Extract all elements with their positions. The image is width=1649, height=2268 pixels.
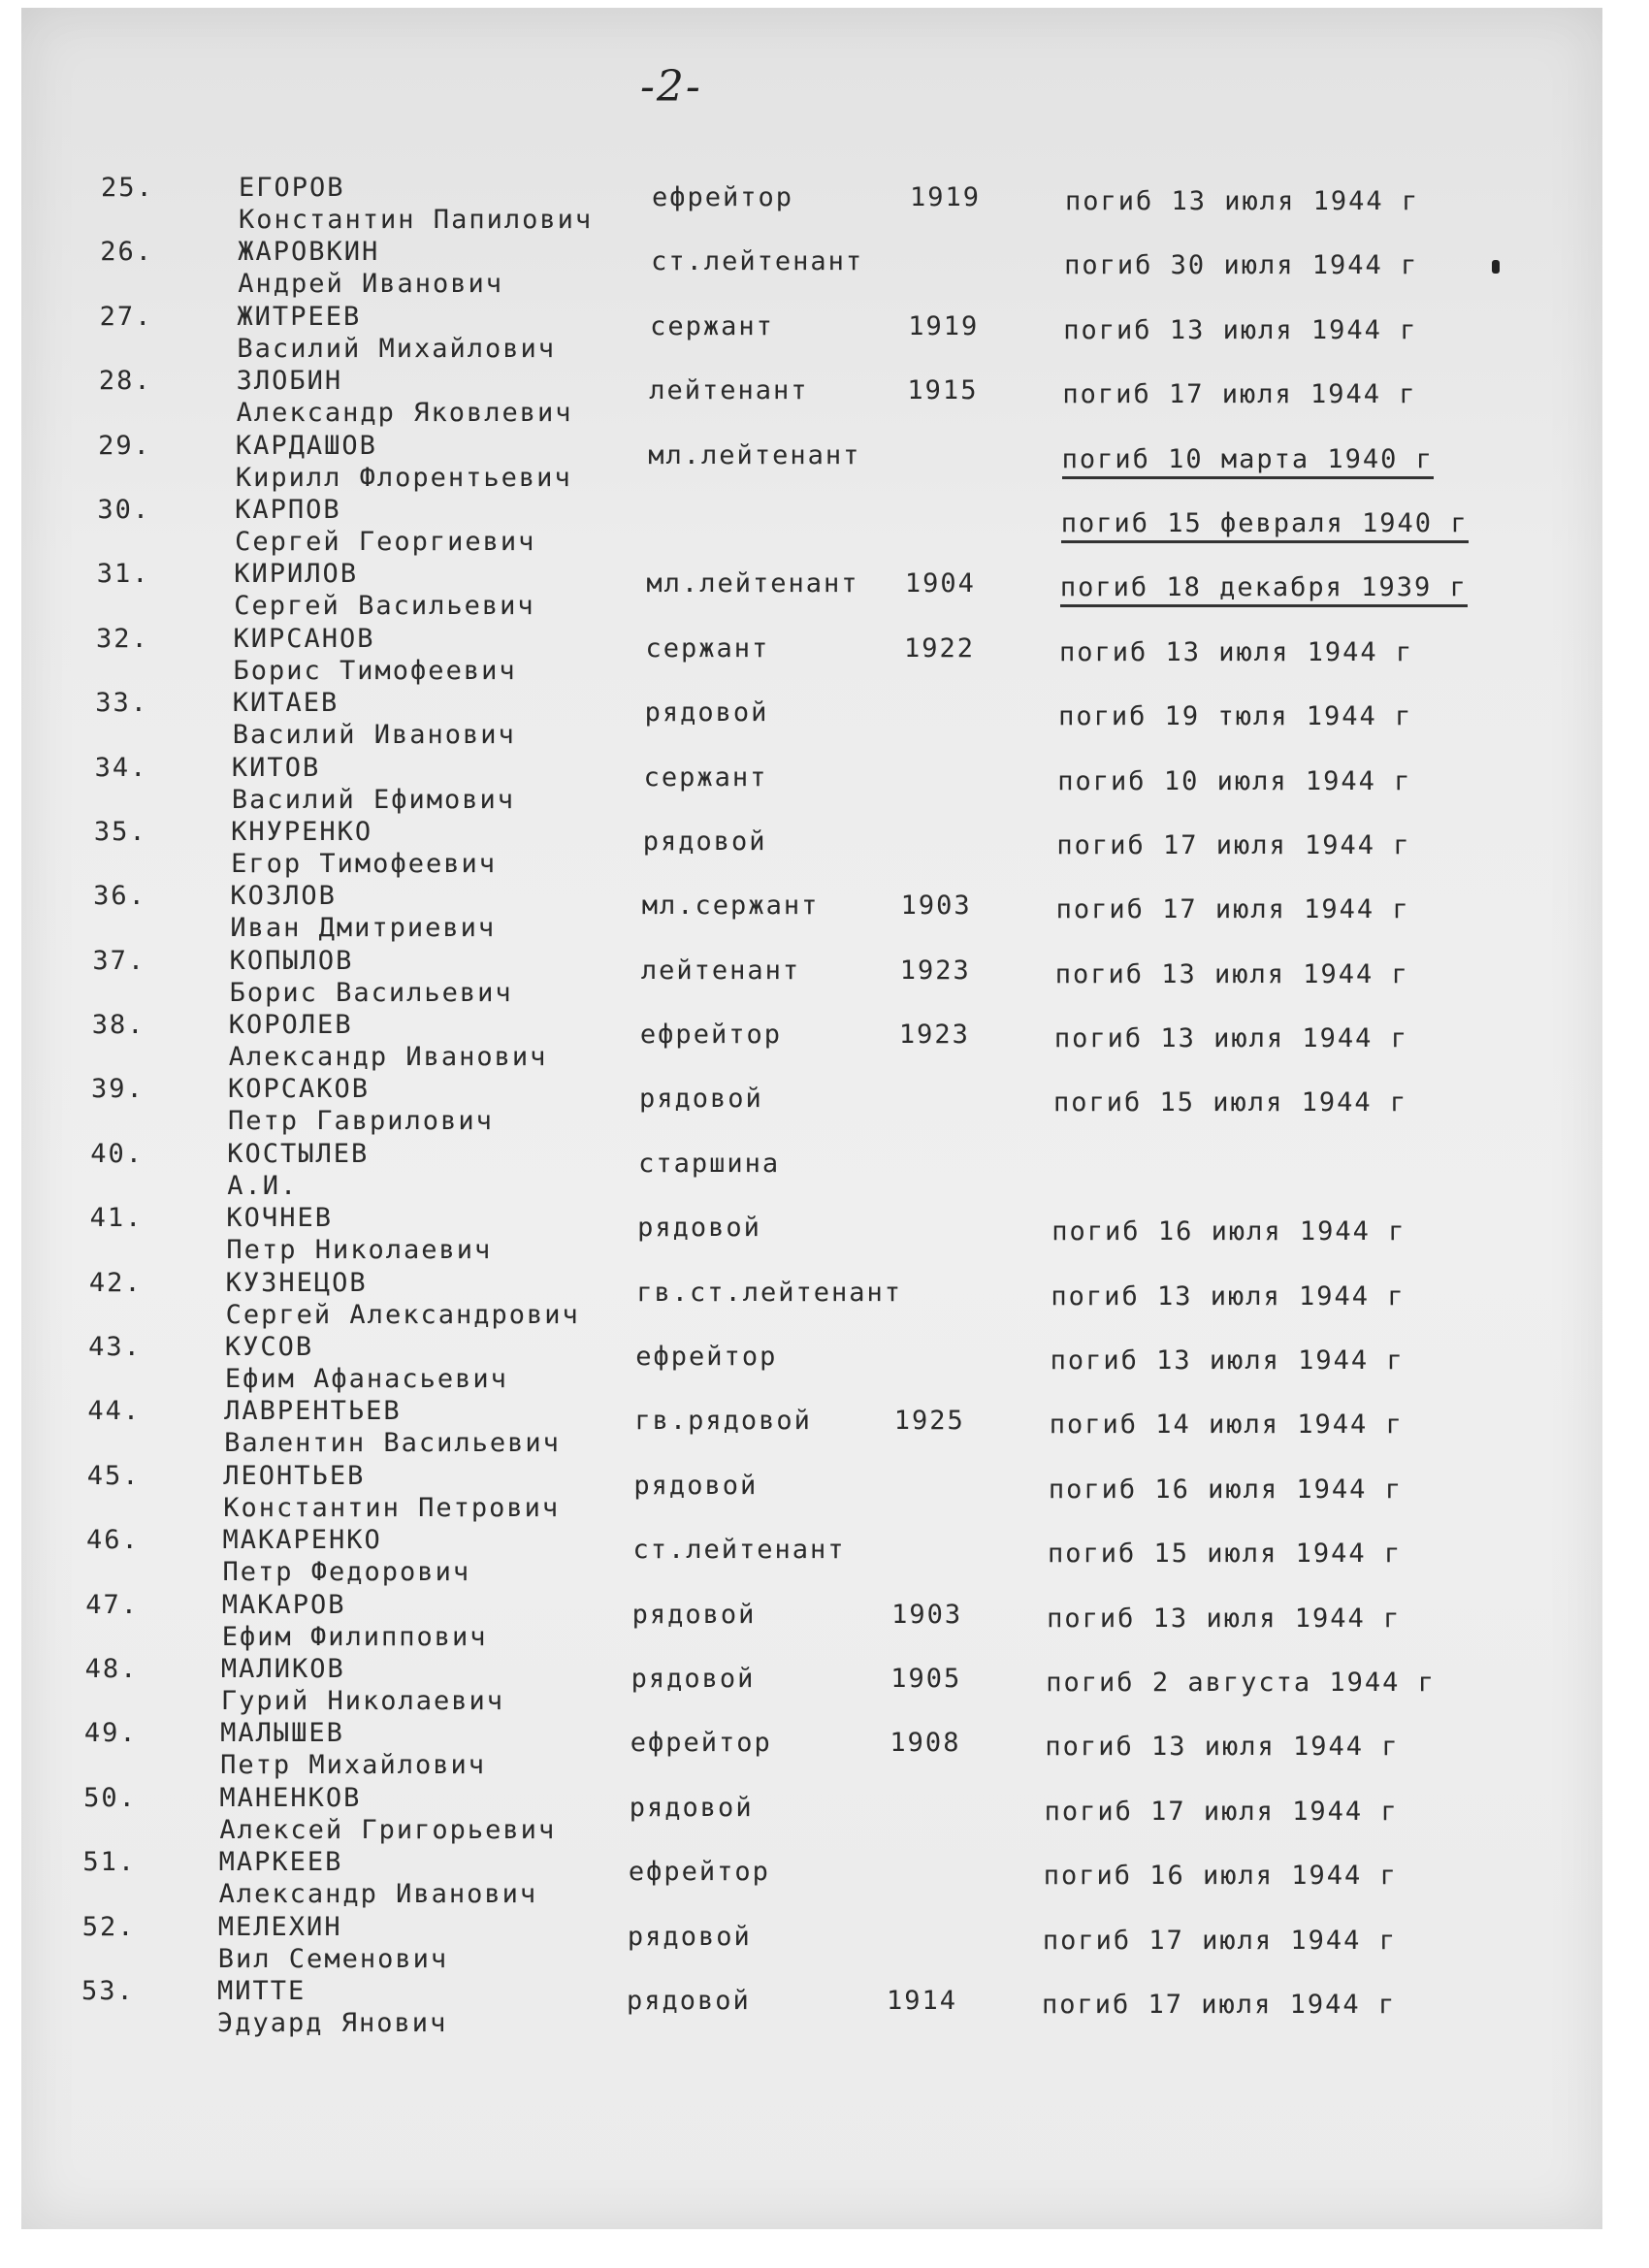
entry-surname: МАКАРЕНКО — [222, 1525, 382, 1556]
entry-death: погиб 13 июля 1944 г — [1063, 314, 1418, 345]
list-item — [0, 1718, 1649, 1782]
entry-death: погиб 16 июля 1944 г — [1051, 1216, 1406, 1247]
entry-surname: МЕЛЕХИН — [217, 1911, 342, 1942]
entry-surname: КОСТЫЛЕВ — [227, 1138, 370, 1169]
entry-given-name: Сергей Васильевич — [234, 591, 535, 622]
entry-death: погиб 13 июля 1944 г — [1054, 958, 1409, 989]
entry-death: погиб 16 июля 1944 г — [1048, 1474, 1403, 1505]
entry-surname: КИРСАНОВ — [233, 623, 375, 654]
personnel-list — [0, 173, 1649, 2040]
entry-death: погиб 14 июля 1944 г — [1049, 1409, 1404, 1441]
entry-death: погиб 13 июля 1944 г — [1047, 1603, 1402, 1634]
entry-surname: МИТТЕ — [217, 1975, 307, 2006]
entry-rank: ст.лейтенант — [651, 246, 864, 277]
entry-birth-year: 1905 — [890, 1663, 962, 1694]
entry-rank: рядовой — [630, 1663, 756, 1694]
entry-number: 45. — [86, 1460, 141, 1491]
entry-given-name: Вил Семенович — [217, 1943, 449, 1974]
entry-surname: ЖАРОВКИН — [238, 237, 380, 268]
entry-death: погиб 17 июля 1944 г — [1042, 1925, 1397, 1956]
entry-death: погиб 10 марта 1940 г — [1062, 444, 1434, 479]
list-item — [0, 1461, 1649, 1525]
list-item — [0, 1268, 1649, 1332]
entry-birth-year: 1904 — [904, 568, 976, 599]
entry-death: погиб 17 июля 1944 г — [1042, 1989, 1397, 2020]
entry-rank: рядовой — [644, 697, 769, 729]
entry-given-name: Эдуард Янович — [217, 2007, 448, 2038]
entry-rank: рядовой — [639, 1084, 763, 1115]
entry-number: 30. — [97, 494, 151, 525]
entry-birth-year: 1919 — [908, 310, 980, 341]
entry-number: 43. — [88, 1332, 142, 1363]
list-item — [0, 946, 1649, 1010]
entry-surname: ЖИТРЕЕВ — [237, 301, 362, 332]
list-item — [0, 366, 1649, 430]
list-item — [0, 1783, 1649, 1847]
entry-given-name: Валентин Васильевич — [224, 1428, 561, 1459]
entry-death: погиб 19 тюля 1944 г — [1058, 701, 1413, 732]
list-item — [0, 1203, 1649, 1267]
entry-death: погиб 10 июля 1944 г — [1057, 765, 1412, 796]
entry-death: погиб 17 июля 1944 г — [1062, 379, 1417, 410]
list-item — [0, 1010, 1649, 1074]
entry-number: 27. — [99, 301, 153, 332]
entry-number: 26. — [100, 237, 154, 268]
entry-rank: ефрейтор — [635, 1342, 778, 1373]
entry-death: погиб 13 июля 1944 г — [1051, 1280, 1406, 1312]
entry-given-name: Иван Дмитриевич — [230, 913, 497, 944]
entry-number: 25. — [101, 173, 154, 203]
entry-surname: КИТАЕВ — [232, 688, 340, 719]
entry-rank: ефрейтор — [652, 182, 794, 212]
list-item — [0, 753, 1649, 817]
entry-given-name: Александр Яковлевич — [236, 398, 573, 429]
entry-birth-year: 1903 — [891, 1599, 963, 1630]
entry-number: 47. — [85, 1589, 140, 1620]
entry-rank: ефрейтор — [639, 1020, 782, 1051]
entry-surname: ЗЛОБИН — [236, 366, 343, 397]
entry-number: 48. — [84, 1653, 139, 1684]
entry-rank: рядовой — [633, 1470, 759, 1501]
entry-number: 35. — [93, 816, 147, 847]
entry-given-name: Егор Тимофеевич — [231, 848, 497, 879]
entry-given-name: Борис Тимофеевич — [233, 655, 517, 686]
list-item — [0, 1332, 1649, 1396]
entry-surname: МАНЕНКОВ — [219, 1782, 362, 1813]
entry-death: погиб 13 июля 1944 г — [1053, 1023, 1408, 1054]
list-item — [0, 1074, 1649, 1138]
entry-rank: ефрейтор — [628, 1857, 770, 1888]
list-item — [0, 302, 1649, 366]
entry-death: погиб 13 июля 1944 г — [1059, 636, 1414, 667]
entry-given-name: Борис Васильевич — [229, 977, 513, 1008]
entry-rank: рядовой — [627, 1985, 751, 2016]
list-item — [0, 1847, 1649, 1911]
entry-surname: МАРКЕЕВ — [218, 1847, 343, 1878]
entry-surname: ЛАВРЕНТЬЕВ — [224, 1396, 402, 1427]
entry-given-name: Петр Гаврилович — [228, 1106, 494, 1137]
entry-given-name: Сергей Георгиевич — [235, 526, 536, 557]
entry-surname: МАКАРОВ — [221, 1589, 346, 1620]
list-item — [0, 1590, 1649, 1654]
entry-surname: КОЧНЕВ — [226, 1203, 333, 1234]
entry-birth-year: 1903 — [900, 891, 972, 922]
entry-number: 31. — [96, 559, 150, 590]
entry-birth-year: 1925 — [893, 1406, 965, 1437]
entry-rank: рядовой — [642, 826, 767, 857]
entry-death: погиб 16 июля 1944 г — [1043, 1861, 1398, 1892]
entry-birth-year: 1923 — [899, 955, 971, 986]
page-number: -2- — [640, 62, 702, 112]
entry-given-name: Гурий Николаевич — [220, 1685, 505, 1716]
entry-number: 36. — [93, 881, 146, 912]
entry-rank: сержант — [643, 761, 768, 793]
entry-given-name: Александр Иванович — [228, 1042, 548, 1073]
entry-birth-year: 1919 — [910, 182, 982, 212]
entry-rank: рядовой — [637, 1213, 761, 1244]
entry-death: погиб 17 июля 1944 г — [1055, 894, 1410, 925]
entry-death: погиб 18 декабря 1939 г — [1060, 572, 1468, 607]
entry-surname: КОРСАКОВ — [228, 1074, 371, 1105]
entry-death: погиб 13 июля 1944 г — [1045, 1732, 1400, 1763]
entry-number: 37. — [92, 945, 146, 976]
entry-rank: лейтенант — [649, 375, 809, 406]
list-item — [0, 431, 1649, 495]
entry-rank: ст.лейтенант — [632, 1535, 846, 1566]
entry-rank: сержант — [650, 310, 774, 341]
entry-rank: мл.лейтенант — [648, 439, 861, 470]
entry-number: 29. — [98, 430, 151, 461]
entry-number: 52. — [81, 1911, 136, 1942]
list-item — [0, 1976, 1649, 2040]
entry-rank: рядовой — [629, 1792, 754, 1823]
entry-death: погиб 30 июля 1944 г — [1064, 250, 1419, 281]
entry-number: 33. — [95, 688, 149, 719]
entry-given-name: Ефим Афанасьевич — [224, 1364, 508, 1395]
entry-number: 46. — [86, 1525, 140, 1556]
entry-given-name: Александр Иванович — [218, 1879, 538, 1910]
entry-given-name: Ефим Филиппович — [221, 1621, 488, 1652]
list-item — [0, 817, 1649, 881]
entry-number: 38. — [91, 1010, 146, 1041]
entry-rank: рядовой — [631, 1599, 757, 1630]
entry-given-name: Петр Михайлович — [220, 1750, 486, 1781]
list-item — [0, 495, 1649, 559]
entry-rank: гв.ст.лейтенант — [636, 1277, 903, 1308]
entry-given-name: Петр Николаевич — [226, 1235, 493, 1266]
entry-given-name: Константин Петрович — [223, 1492, 561, 1523]
list-item — [0, 237, 1649, 301]
entry-number: 50. — [83, 1782, 137, 1813]
entry-rank: лейтенант — [640, 955, 801, 986]
entry-given-name: Кирилл Флорентьевич — [235, 462, 572, 493]
entry-birth-year: 1908 — [889, 1728, 961, 1759]
entry-death: погиб 17 июля 1944 г — [1044, 1796, 1399, 1827]
entry-rank: мл.сержант — [641, 891, 820, 922]
list-item — [0, 688, 1649, 752]
entry-birth-year: 1923 — [898, 1020, 970, 1051]
entry-given-name: Андрей Иванович — [238, 269, 504, 300]
entry-surname: КОПЫЛОВ — [229, 945, 354, 976]
entry-given-name: Василий Михайлович — [237, 333, 557, 364]
entry-given-name: Василий Ефимович — [231, 784, 516, 815]
entry-rank: мл.лейтенант — [646, 568, 859, 599]
entry-birth-year: 1914 — [887, 1985, 958, 2016]
entry-given-name: Василий Иванович — [232, 720, 516, 751]
list-item — [0, 173, 1649, 237]
entry-number: 34. — [94, 752, 148, 783]
list-item — [0, 1525, 1649, 1589]
list-item — [0, 624, 1649, 688]
entry-surname: КОРОЛЕВ — [228, 1010, 353, 1041]
entry-surname: ЛЕОНТЬЕВ — [223, 1460, 366, 1491]
entry-surname: КУСОВ — [224, 1332, 314, 1363]
entry-number: 49. — [83, 1718, 138, 1749]
entry-birth-year: 1922 — [904, 632, 976, 664]
entry-death: погиб 15 февраля 1940 г — [1061, 508, 1469, 543]
entry-number: 51. — [82, 1847, 137, 1878]
entry-rank: гв.рядовой — [634, 1406, 812, 1437]
entry-surname: КИТОВ — [231, 752, 321, 783]
entry-surname: КУЗНЕЦОВ — [225, 1267, 368, 1298]
entry-number: 40. — [90, 1138, 145, 1169]
entry-rank: сержант — [645, 632, 770, 664]
entry-surname: КОЗЛОВ — [230, 881, 337, 912]
entry-number: 44. — [87, 1396, 142, 1427]
list-item — [0, 881, 1649, 945]
entry-surname: КАРПОВ — [235, 494, 341, 525]
list-item — [0, 559, 1649, 623]
entry-given-name: А.И. — [227, 1170, 299, 1201]
entry-number: 28. — [98, 366, 152, 397]
entry-death: погиб 13 июля 1944 г — [1050, 1345, 1405, 1377]
entry-surname: ЕГОРОВ — [239, 173, 345, 203]
entry-death: погиб 15 июля 1944 г — [1048, 1539, 1403, 1570]
list-item — [0, 1139, 1649, 1203]
entry-birth-year: 1915 — [907, 375, 979, 406]
entry-death: погиб 15 июля 1944 г — [1053, 1087, 1408, 1118]
entry-given-name: Сергей Александрович — [225, 1299, 580, 1330]
entry-number: 32. — [96, 623, 149, 654]
entry-given-name: Алексей Григорьевич — [219, 1814, 557, 1845]
entry-rank: ефрейтор — [630, 1728, 772, 1759]
entry-surname: КНУРЕНКО — [231, 816, 373, 847]
entry-death: погиб 13 июля 1944 г — [1065, 186, 1420, 216]
entry-given-name: Константин Папилович — [239, 205, 594, 235]
entry-death: погиб 17 июля 1944 г — [1056, 829, 1411, 860]
list-item — [0, 1396, 1649, 1460]
entry-death: погиб 2 августа 1944 г — [1046, 1667, 1436, 1698]
entry-rank: рядовой — [627, 1921, 752, 1952]
entry-rank: старшина — [638, 1148, 781, 1179]
entry-surname: КИРИЛОВ — [234, 559, 359, 590]
entry-number: 41. — [89, 1203, 144, 1234]
entry-number: 53. — [81, 1975, 135, 2006]
entry-surname: МАЛИКОВ — [220, 1653, 345, 1684]
entry-surname: КАРДАШОВ — [235, 430, 377, 461]
entry-given-name: Петр Федорович — [222, 1557, 471, 1588]
entry-number: 42. — [88, 1267, 143, 1298]
entry-surname: МАЛЫШЕВ — [220, 1718, 344, 1749]
list-item — [0, 1912, 1649, 1976]
entry-number: 39. — [91, 1074, 145, 1105]
list-item — [0, 1654, 1649, 1718]
